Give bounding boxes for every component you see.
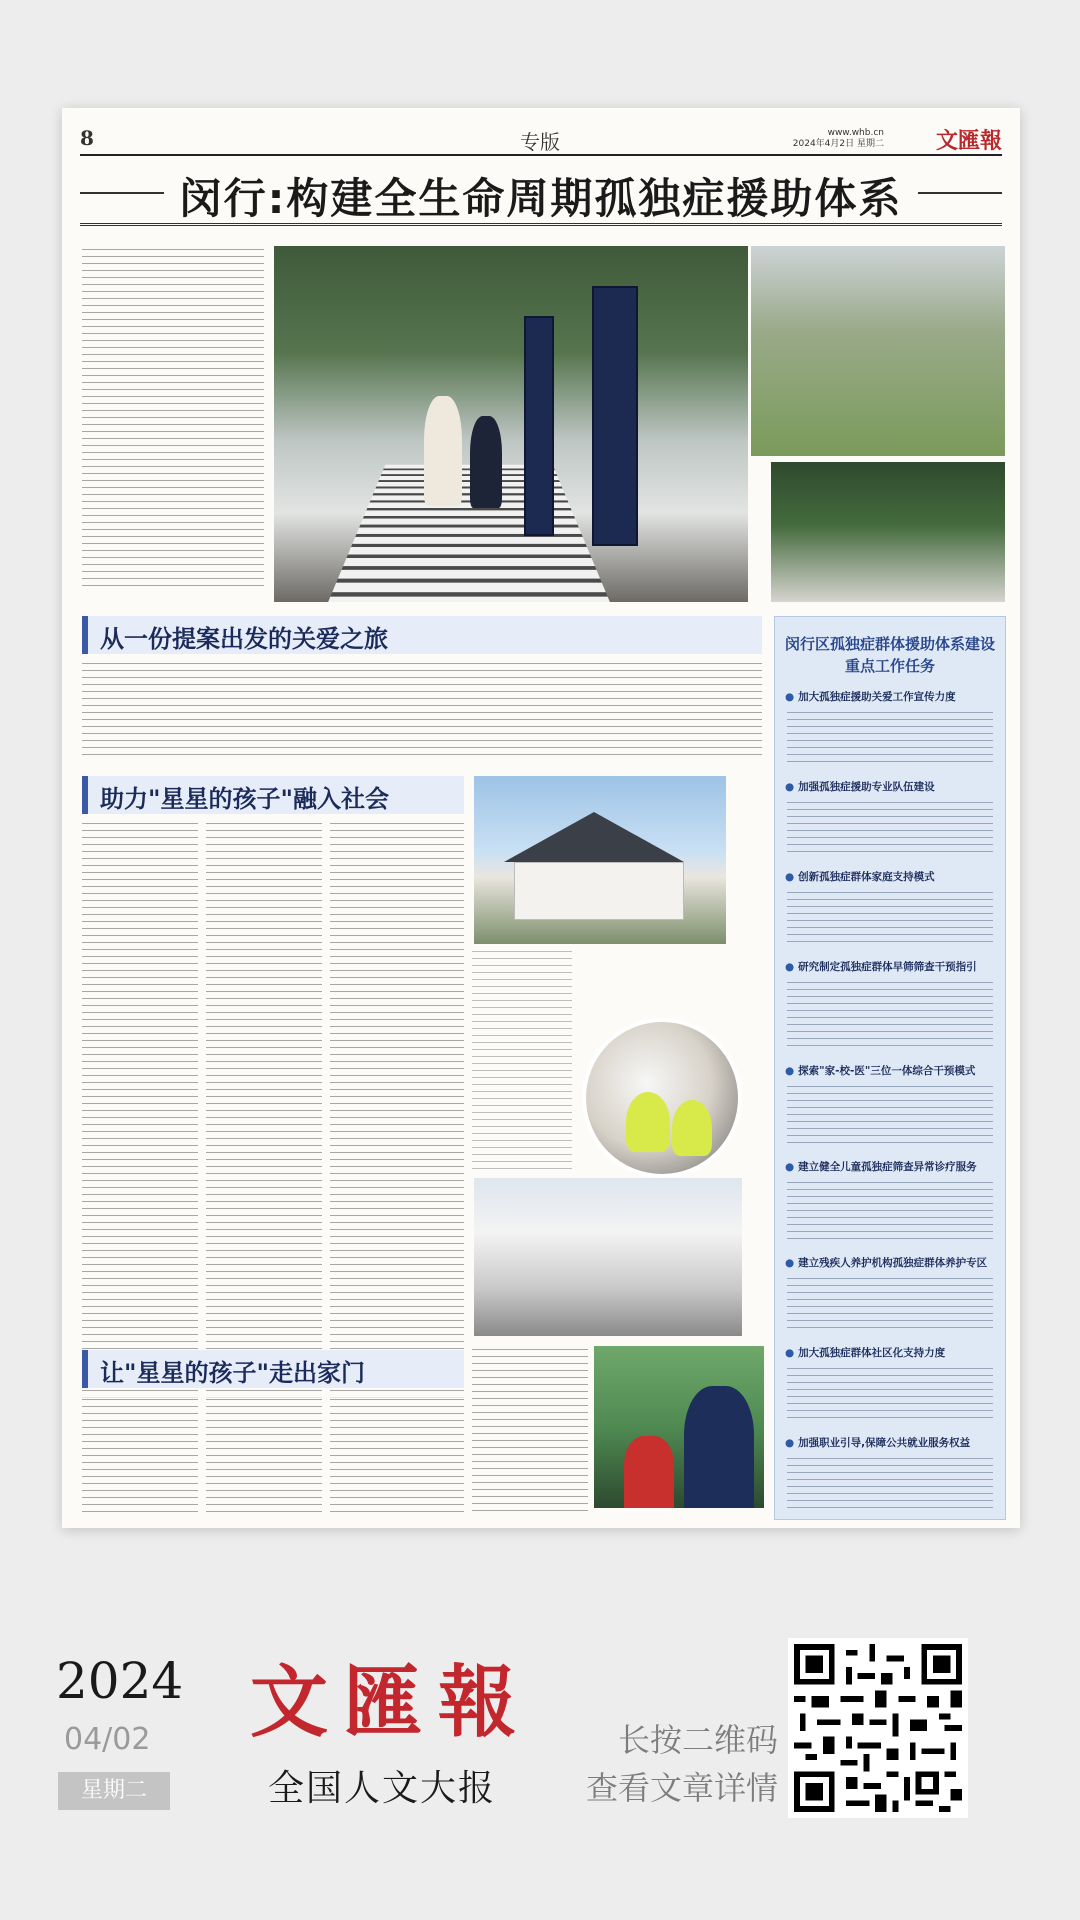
task-text (787, 709, 993, 765)
key-tasks-box (774, 616, 1006, 1520)
footer-date: 04/02 (64, 1722, 151, 1757)
task-text (787, 889, 993, 945)
children-piano-photo (582, 1018, 742, 1178)
qr-hint-line1: 长按二维码 (617, 1721, 778, 1759)
qr-hint-line2: 查看文章详情 (585, 1769, 778, 1807)
header-masthead: 文匯報 (935, 128, 1002, 154)
group-discussion-photo (771, 462, 1005, 602)
banner-pillar (592, 286, 638, 546)
footer-slogan: 全国人文大报 (268, 1768, 497, 1809)
house-wall (514, 862, 684, 920)
task-text (787, 1083, 993, 1145)
subhead-2: 助力"星星的孩子"融入社会 (82, 776, 464, 814)
page-number: 8 (80, 126, 94, 150)
body-text (330, 820, 464, 1400)
task-item: ● 加大孤独症群体社区化支持力度 (785, 1345, 997, 1360)
qr-code-icon[interactable] (788, 1638, 968, 1818)
child-figure (672, 1100, 712, 1156)
task-text (787, 1365, 993, 1421)
children-activity-photo (751, 246, 1005, 456)
body-text (330, 1396, 464, 1514)
boy-figure (624, 1436, 674, 1508)
subhead-3: 让"星星的孩子"走出家门 (82, 1350, 464, 1388)
headline-bar (80, 160, 1002, 226)
task-text (787, 1179, 993, 1241)
body-text (82, 660, 762, 760)
task-item: ● 研究制定孤独症群体早筛筛查干预指引 (785, 959, 997, 974)
newspaper-page (62, 108, 1020, 1528)
task-text (787, 1275, 993, 1331)
body-text (472, 948, 572, 1174)
header-meta (793, 128, 884, 150)
intro-text (82, 246, 264, 586)
task-item: ● 加强孤独症援助专业队伍建设 (785, 779, 997, 794)
figure-adult (424, 396, 462, 506)
section-label: 专版 (520, 130, 560, 154)
task-text (787, 1455, 993, 1511)
father-son-photo (594, 1346, 764, 1508)
footer-year: 2024 (56, 1652, 184, 1710)
box-title-line1: 闵行区孤独症群体援助体系建设 (784, 635, 995, 653)
box-title (775, 633, 1005, 677)
task-text (787, 799, 993, 855)
body-text (82, 820, 198, 1400)
task-text (787, 979, 993, 1049)
body-text (472, 1346, 588, 1514)
qr-code-graphic (794, 1644, 962, 1812)
house-photo (474, 776, 726, 944)
figure-child (470, 416, 502, 508)
body-text (206, 1396, 322, 1514)
task-item: ● 建立健全儿童孤独症筛查异常诊疗服务 (785, 1159, 997, 1174)
child-figure (626, 1092, 670, 1152)
banner-pillar (524, 316, 554, 536)
qr-hint (586, 1716, 778, 1812)
header-date: 2024年4月2日 星期二 (792, 139, 884, 149)
box-title-line2: 重点工作任务 (844, 657, 935, 675)
house-roof (504, 812, 684, 862)
crosswalk-path (328, 465, 610, 602)
task-item: ● 探索"家-校-医"三位一体综合干预模式 (785, 1063, 997, 1078)
classroom-photo (474, 1178, 742, 1336)
body-text (206, 820, 322, 1400)
page-headline: 闵行:构建全生命周期孤独症援助体系 (179, 174, 903, 223)
task-item: ● 创新孤独症群体家庭支持模式 (785, 869, 997, 884)
footer-weekday: 星期二 (58, 1772, 170, 1810)
task-item: ● 加大孤独症援助关爱工作宣传力度 (785, 689, 997, 704)
header-url: www.whb.cn (827, 128, 884, 138)
task-item: ● 加强职业引导,保障公共就业服务权益 (785, 1435, 997, 1450)
subhead-1: 从一份提案出发的关爱之旅 (82, 616, 762, 654)
footer-logo: 文匯報 (250, 1657, 533, 1748)
body-text (82, 1396, 198, 1514)
main-photo (274, 246, 748, 602)
page-header (80, 126, 1002, 156)
task-item: ● 建立残疾人养护机构孤独症群体养护专区 (785, 1255, 997, 1270)
man-figure (684, 1386, 754, 1508)
